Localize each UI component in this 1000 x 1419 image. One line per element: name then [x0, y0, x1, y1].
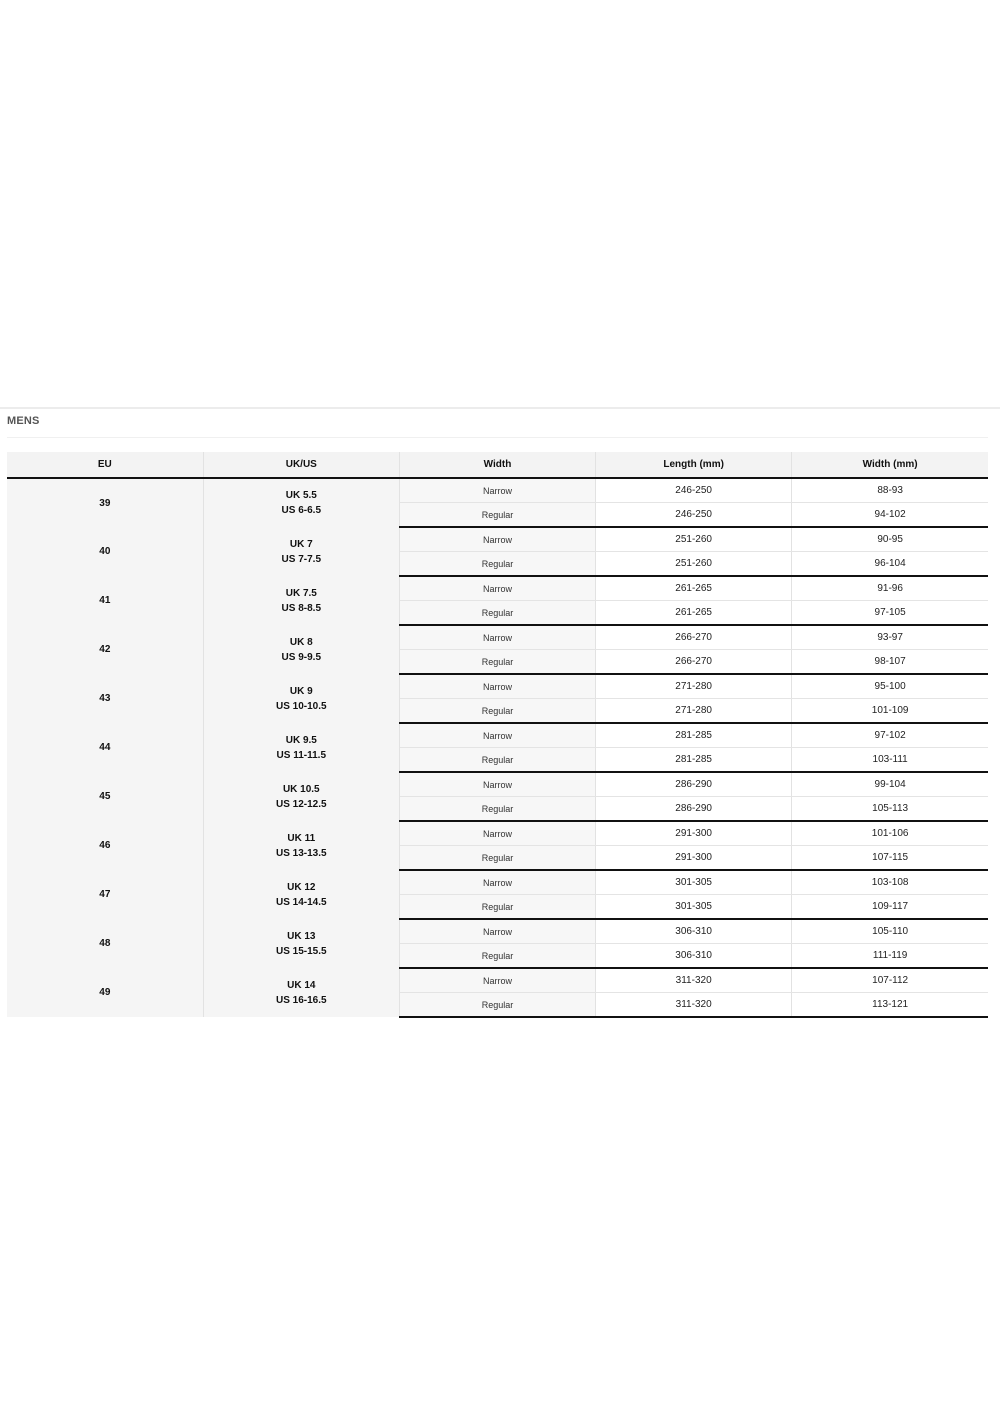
us-size: US 6-6.5 — [281, 505, 322, 516]
width-mm-cell: 97-102 — [792, 723, 988, 748]
uk-us-size-cell — [203, 968, 399, 1017]
width-label-cell: Narrow — [399, 576, 595, 601]
width-label-cell: Regular — [399, 748, 595, 773]
width-label-cell: Regular — [399, 797, 595, 822]
uk-size: UK 14 — [287, 979, 316, 991]
width-mm-cell: 94-102 — [792, 503, 988, 528]
header-uk-us: UK/US — [203, 452, 399, 478]
width-label-cell: Regular — [399, 993, 595, 1018]
length-mm-cell: 291-300 — [596, 821, 792, 846]
width-mm-cell: 96-104 — [792, 552, 988, 577]
us-size: US 8-8.5 — [281, 602, 322, 614]
table-row — [7, 625, 988, 650]
length-mm-cell: 281-285 — [596, 723, 792, 748]
uk-us-size-cell — [203, 870, 399, 919]
width-label-cell: Narrow — [399, 478, 595, 503]
eu-size-cell: 48 — [7, 919, 203, 968]
header-width-mm: Width (mm) — [792, 452, 988, 478]
length-mm-cell: 301-305 — [596, 895, 792, 920]
header-row — [7, 452, 988, 478]
uk-size: UK 13 — [287, 930, 316, 942]
us-size: US 11-11.5 — [276, 749, 327, 761]
us-size: US 15-15.5 — [275, 945, 327, 957]
uk-us-size-cell — [203, 625, 399, 674]
width-label-cell: Narrow — [399, 527, 595, 552]
width-mm-cell: 99-104 — [792, 772, 988, 797]
uk-size: UK 5.5 — [285, 490, 317, 501]
width-label-cell: Regular — [399, 503, 595, 528]
table-row — [7, 576, 988, 601]
width-mm-cell: 95-100 — [792, 674, 988, 699]
width-mm-cell: 103-108 — [792, 870, 988, 895]
table-row — [7, 674, 988, 699]
length-mm-cell: 266-270 — [596, 625, 792, 650]
us-size: US 10-10.5 — [275, 700, 327, 712]
eu-size-cell: 42 — [7, 625, 203, 674]
width-mm-cell: 107-112 — [792, 968, 988, 993]
eu-size-cell: 41 — [7, 576, 203, 625]
width-label-cell: Regular — [399, 552, 595, 577]
eu-size-cell: 43 — [7, 674, 203, 723]
width-mm-cell: 101-109 — [792, 699, 988, 724]
length-mm-cell: 261-265 — [596, 576, 792, 601]
length-mm-cell: 311-320 — [596, 993, 792, 1018]
us-size: US 12-12.5 — [275, 798, 327, 810]
width-label-cell: Narrow — [399, 919, 595, 944]
uk-size: UK 7 — [289, 538, 313, 550]
width-label-cell: Narrow — [399, 723, 595, 748]
uk-us-size-cell — [203, 674, 399, 723]
table-row — [7, 968, 988, 993]
eu-size-cell: 40 — [7, 527, 203, 576]
width-mm-cell: 105-113 — [792, 797, 988, 822]
uk-size: UK 9 — [289, 685, 313, 697]
us-size: US 14-14.5 — [275, 896, 327, 908]
length-mm-cell: 271-280 — [596, 674, 792, 699]
length-mm-cell: 251-260 — [596, 552, 792, 577]
width-mm-cell: 111-119 — [792, 944, 988, 969]
width-label-cell: Regular — [399, 895, 595, 920]
width-mm-cell: 90-95 — [792, 527, 988, 552]
width-mm-cell: 109-117 — [792, 895, 988, 920]
uk-us-size-cell — [203, 821, 399, 870]
length-mm-cell: 266-270 — [596, 650, 792, 675]
length-mm-cell: 246-250 — [596, 503, 792, 528]
width-mm-cell: 107-115 — [792, 846, 988, 871]
length-mm-cell: 251-260 — [596, 527, 792, 552]
eu-size-cell: 46 — [7, 821, 203, 870]
length-mm-cell: 261-265 — [596, 601, 792, 626]
uk-size: UK 11 — [287, 832, 316, 844]
eu-size-cell: 39 — [7, 478, 203, 527]
width-label-cell: Narrow — [399, 674, 595, 699]
width-mm-cell: 98-107 — [792, 650, 988, 675]
length-mm-cell: 286-290 — [596, 772, 792, 797]
length-mm-cell: 281-285 — [596, 748, 792, 773]
uk-us-size-cell — [203, 772, 399, 821]
width-mm-cell: 88-93 — [792, 478, 988, 503]
width-mm-cell: 105-110 — [792, 919, 988, 944]
width-mm-cell: 91-96 — [792, 576, 988, 601]
table-row — [7, 527, 988, 552]
uk-us-size-cell — [203, 723, 399, 772]
length-mm-cell: 271-280 — [596, 699, 792, 724]
width-label-cell: Regular — [399, 650, 595, 675]
us-size: US 13-13.5 — [275, 847, 327, 859]
width-label-cell: Narrow — [399, 870, 595, 895]
eu-size-cell: 44 — [7, 723, 203, 772]
length-mm-cell: 301-305 — [596, 870, 792, 895]
table-row — [7, 870, 988, 895]
length-mm-cell: 246-250 — [596, 478, 792, 503]
uk-us-size-cell — [203, 919, 399, 968]
table-row — [7, 723, 988, 748]
uk-size: UK 9.5 — [285, 734, 317, 746]
eu-size-cell: 45 — [7, 772, 203, 821]
width-label-cell: Regular — [399, 601, 595, 626]
width-mm-cell: 101-106 — [792, 821, 988, 846]
width-label-cell: Narrow — [399, 625, 595, 650]
width-label-cell: Regular — [399, 699, 595, 724]
width-label-cell: Narrow — [399, 821, 595, 846]
title-divider — [7, 437, 988, 438]
width-label-cell: Regular — [399, 944, 595, 969]
length-mm-cell: 306-310 — [596, 944, 792, 969]
width-label-cell: Narrow — [399, 968, 595, 993]
eu-size-cell: 49 — [7, 968, 203, 1017]
uk-us-size-cell — [203, 527, 399, 576]
uk-size: UK 12 — [287, 881, 316, 893]
width-mm-cell: 113-121 — [792, 993, 988, 1018]
table-row — [7, 821, 988, 846]
uk-size: UK 7.5 — [285, 587, 317, 599]
table-row — [7, 919, 988, 944]
width-label-cell: Narrow — [399, 772, 595, 797]
length-mm-cell: 291-300 — [596, 846, 792, 871]
uk-us-size-cell — [203, 478, 399, 527]
length-mm-cell: 286-290 — [596, 797, 792, 822]
width-mm-cell: 93-97 — [792, 625, 988, 650]
us-size: US 7-7.5 — [281, 553, 322, 565]
width-label-cell: Regular — [399, 846, 595, 871]
us-size: US 16-16.5 — [275, 994, 327, 1006]
section-title: MENS — [7, 415, 40, 427]
eu-size-cell: 47 — [7, 870, 203, 919]
header-width: Width — [399, 452, 595, 478]
length-mm-cell: 311-320 — [596, 968, 792, 993]
uk-us-size-cell — [203, 576, 399, 625]
table-row — [7, 478, 988, 503]
us-size: US 9-9.5 — [281, 651, 322, 663]
length-mm-cell: 306-310 — [596, 919, 792, 944]
width-mm-cell: 97-105 — [792, 601, 988, 626]
top-divider — [0, 407, 1000, 409]
uk-size: UK 10.5 — [282, 783, 320, 795]
table-row — [7, 772, 988, 797]
uk-size: UK 8 — [289, 636, 313, 648]
width-mm-cell: 103-111 — [792, 748, 988, 773]
header-eu: EU — [7, 452, 203, 478]
header-length-mm: Length (mm) — [596, 452, 792, 478]
size-chart-table — [7, 452, 988, 1018]
table-body — [7, 478, 988, 1017]
